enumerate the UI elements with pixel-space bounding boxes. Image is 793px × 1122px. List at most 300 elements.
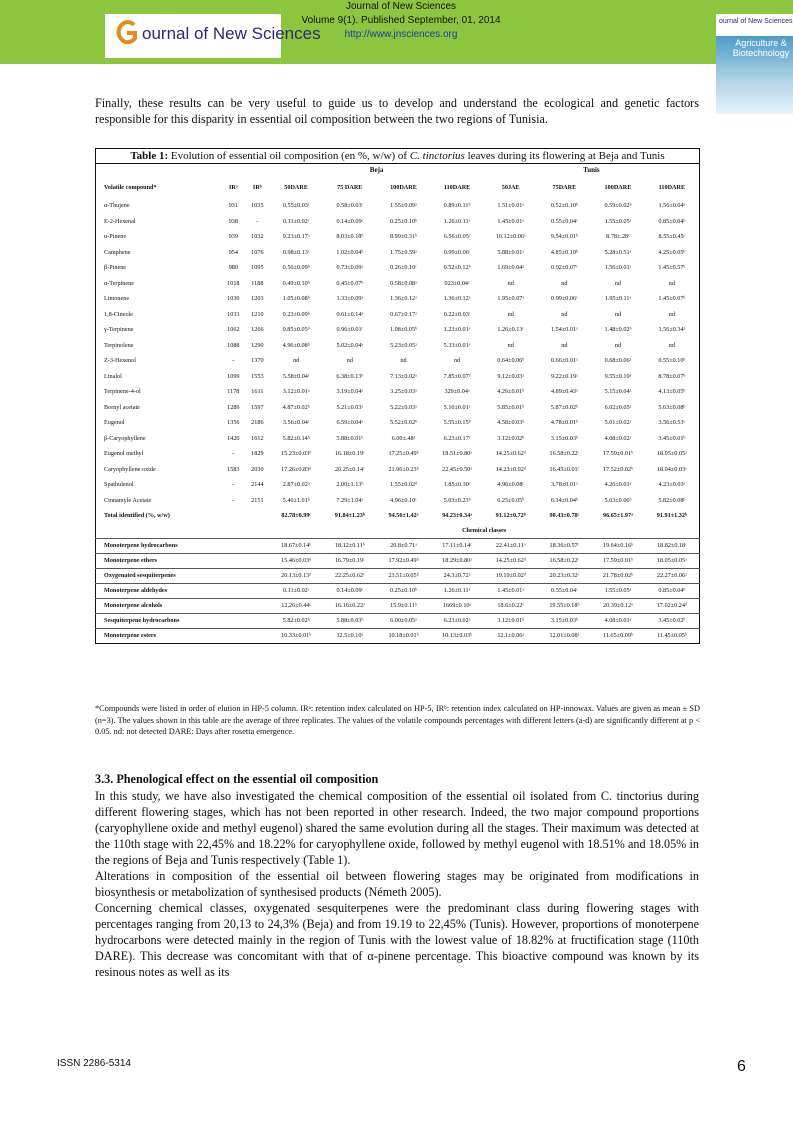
- compound-name: Terpinene-4-ol: [104, 388, 141, 396]
- table-cell: 22.45±0.50ᵃ: [442, 465, 472, 473]
- table-cell: 14.25±0.62ᵈ: [495, 450, 526, 458]
- table-cell: 5.01±0.02ᵃ: [604, 419, 632, 427]
- table-cell: -: [232, 450, 235, 458]
- table-cell: 17.11±0.14ᶜ: [430, 538, 484, 553]
- table-row: [96, 322, 700, 338]
- compound-name: γ-Terpinene: [104, 326, 134, 334]
- table-cell: 6.56±0.05ᶜ: [443, 233, 471, 241]
- table-row: [96, 431, 700, 447]
- table-cell: 0.89±0.11ᵇ: [443, 202, 471, 210]
- table-row: [96, 338, 700, 354]
- table-cell: nd: [668, 279, 675, 287]
- table-cell: 2.00±1.13ᵇ: [336, 481, 364, 489]
- table-cell: 3.15±0.03ᵇ: [550, 434, 578, 442]
- compound-name: α-Terpinene: [104, 279, 134, 287]
- table-cell: 9.12±0.03ᵃ: [497, 372, 525, 380]
- table-cell: 18.12±0.11ᵇ: [323, 538, 377, 553]
- table-cell: 5.15±0.04ᵃ: [604, 388, 632, 396]
- table-row: [96, 462, 700, 478]
- table-cell: 82.78±0.99ᶜ: [281, 512, 312, 520]
- table-cell: 1420: [227, 434, 240, 442]
- table-cell: 3.15±0.03ᵇ: [538, 613, 592, 628]
- journal-logo-icon: [116, 20, 138, 46]
- table-cell: 5.58±0.04ᶜ: [282, 372, 310, 380]
- table-cell: 3.25±0.03ᵃ: [390, 388, 417, 396]
- table-cell: 19.19±0.02ᵈ: [484, 568, 538, 583]
- table-cell: 7.13±0.02ᵃ: [390, 372, 417, 380]
- compound-name: β-Caryophyllene: [104, 434, 146, 442]
- table-cell: 5.52±0.02ᵇ: [389, 419, 417, 427]
- table-cell: 12.1±0.06ᵃ: [484, 628, 538, 643]
- table-cell: 6.00±0.05ᵃ: [377, 613, 431, 628]
- table-cell: 22.25±0.62ᶜ: [323, 568, 377, 583]
- table-cell: 1583: [227, 465, 240, 473]
- table-cell: 6.02±0.05ᵃ: [604, 403, 632, 411]
- section-heading: 3.3. Phenological effect on the essential oil composition: [95, 772, 379, 786]
- table-cell: 0.68±0.06ᵃ: [604, 357, 632, 365]
- table-cell: 20.39±0.12ᵃ: [591, 598, 645, 613]
- table-cell: 0.64±0.06ᵇ: [497, 357, 525, 365]
- table-cell: 5.55±0.15ᵇ: [443, 419, 471, 427]
- table-cell: 4.58±0.03ᵇ: [497, 419, 525, 427]
- table-cell: 18.6±0.22ᶜ: [484, 598, 538, 613]
- table-cell: 0.14±0.09ᶜ: [323, 583, 377, 598]
- table-cell: 0.14±0.09ᶜ: [336, 217, 364, 225]
- table-cell: 4.85±0.10ᵇ: [550, 248, 578, 256]
- table-cell: 939: [228, 233, 238, 241]
- journal-volume: Volume 9(1). Published September, 01, 2014: [301, 15, 501, 26]
- page-number: 6: [737, 1058, 746, 1075]
- table-cell: 1611: [251, 388, 264, 396]
- table-cell: 0.55±0.03ᶜ: [282, 202, 310, 210]
- table-cell: 17.26±0.83ᵈ: [281, 465, 312, 473]
- table-row: [96, 508, 700, 524]
- table-cell: 1597: [251, 403, 264, 411]
- table-cell: 0.52±0.12ᵇ: [443, 264, 471, 272]
- table-cell: 6.38±0.13ᵇ: [336, 372, 364, 380]
- table-cell: 1.45±0.01ᵃ: [497, 217, 525, 225]
- table-cell: 2.87±0.02ᵃ: [282, 481, 310, 489]
- table-cell: 18.05±0.05ᵃ: [645, 553, 700, 568]
- table-row: [96, 384, 700, 400]
- region-tunis: Tunis: [583, 166, 600, 174]
- table-cell: 1.55±0.09ᵃ: [390, 202, 417, 210]
- table-footnote: *Compounds were listed in order of elution in HP-5 column. IRᵃ: retention index calculated on HP-5, IRᵇ: retention index calculated on HP-innowax. Values are given as mean ± SD (n=3). The values shown in this table are the average of three replicates. The values of the volatile compounds percentages with different letters (a-d) are significantly different at p < 0.05. nd: not detected DARE: Days after rosetta emergence.: [95, 704, 700, 736]
- table-cell: 1829: [251, 450, 264, 458]
- intro-paragraph: Finally, these results can be very useful to guide us to develop and understand the ecological and genetic factors responsible for this disparity in essential oil composition between the two regions of Tunisia.: [95, 96, 699, 126]
- table-cell: 21.78±0.02ᵇ: [591, 568, 645, 583]
- journal-header: [0, 0, 793, 64]
- table-cell: 6.25±0.05ᵇ: [497, 496, 525, 504]
- compound-name: β-Pinene: [104, 264, 127, 272]
- table-cell: 2030: [251, 465, 264, 473]
- table-cell: 0.67±0.17ᵃ: [390, 310, 417, 318]
- table-cell: 6.59±0.04ᵃ: [336, 419, 364, 427]
- table-cell: nd: [668, 310, 675, 318]
- table-cell: 3.12±0.01ᵃ: [282, 388, 310, 396]
- column-header: Volatile compound*: [104, 183, 157, 191]
- class-row: [96, 538, 700, 553]
- table-cell: 4.26±0.01ᵇ: [497, 388, 525, 396]
- table-cell: nd: [561, 310, 568, 318]
- table-cell: nd: [561, 341, 568, 349]
- section-body: [95, 788, 699, 980]
- table-cell: 5.85±0.01ᵇ: [497, 403, 525, 411]
- table-cell: 4.96±0.08ᶜ: [497, 481, 525, 489]
- table-cell: 0.96±0.01ᶜ: [336, 326, 364, 334]
- table-cell: 4.87±0.02ᵇ: [282, 403, 310, 411]
- table-cell: 6.14±0.04ᵇ: [550, 496, 578, 504]
- table-cell: 4.96±0.08ᵇ: [282, 341, 310, 349]
- table-cell: 1553: [251, 372, 264, 380]
- table-cell: 18.51±0.80ᵃ: [442, 450, 472, 458]
- table-cell: 1.02±0.04ᵇ: [336, 248, 364, 256]
- table-cell: 3.56±0.04ᶜ: [282, 419, 310, 427]
- table-cell: 91.84±1.23ᵇ: [334, 512, 365, 520]
- table-cell: 1.26±0.11ᵃ: [430, 583, 484, 598]
- table-cell: 5.46±1.01ᵇ: [282, 496, 310, 504]
- table-cell: 1.69±0.04ᵃ: [497, 264, 525, 272]
- table-cell: 16.18±0.19ᶜ: [334, 450, 365, 458]
- compound-name: Total identified (%, w/w): [104, 512, 170, 520]
- table-cell: 1266: [251, 326, 264, 334]
- compound-name: Camphene: [104, 248, 131, 256]
- table-cell: 12.01±0.08ᵃ: [538, 628, 592, 643]
- table-cell: 5.21±0.03ᵃ: [336, 403, 364, 411]
- table-cell: 3.78±0.01ᵃ: [550, 481, 578, 489]
- compound-name: Terpinolene: [104, 341, 134, 349]
- compound-name: Caryophyllene oxide: [104, 465, 156, 473]
- column-header: 100DARE: [390, 183, 417, 191]
- table-cell: 18.29±0.80ᵃ: [430, 553, 484, 568]
- table-cell: 0.92±0.07ᶜ: [551, 264, 578, 272]
- table-cell: 2144: [251, 481, 264, 489]
- table-cell: 1.36±0.12ᵃ: [390, 295, 417, 303]
- table-cell: 1035: [251, 202, 264, 210]
- table-cell: 0.55±0.04ᶜ: [551, 217, 578, 225]
- table-cell: 1210: [251, 310, 264, 318]
- table-cell: 3.45±0.01ᵇ: [658, 434, 686, 442]
- table-cell: 1.33±0.09ᵃ: [336, 295, 364, 303]
- table-cell: 5.02±0.04ᵃ: [336, 341, 364, 349]
- table-cell: 4.89±0.43ᵃ: [550, 388, 578, 396]
- table-cell: 1.26±0.13ᶜ: [497, 326, 525, 334]
- table-cell: 1.54±0.01ᵃ: [550, 326, 578, 334]
- table-cell: 5.63±0.08ᵇ: [658, 403, 686, 411]
- compound-name: Eugenol methyl: [104, 450, 144, 458]
- table-cell: 4.08±0.02ᵃ: [604, 434, 632, 442]
- table-cell: 11.65±0.09ᵇ: [591, 628, 645, 643]
- table-cell: 0.58±0.08ᵃ: [390, 279, 417, 287]
- table-cell: 1612: [251, 434, 264, 442]
- table-cell: 8.78±.28ᶜ: [606, 233, 630, 241]
- table-cell: nd: [614, 279, 622, 287]
- table-cell: 6.23±0.02ᵃ: [430, 613, 484, 628]
- class-row: [96, 613, 700, 628]
- table-cell: 1030: [227, 295, 240, 303]
- table-cell: 5.63±0.06ᵇ: [604, 496, 632, 504]
- table-cell: 18.36±0.57ᶜ: [538, 538, 592, 553]
- table-cell: 0.52±0.10ᵇ: [550, 202, 578, 210]
- table-cell: nd: [346, 357, 353, 365]
- compound-name: E-2-Hexenal: [104, 217, 136, 225]
- table-cell: 5.88±0.01ᵇ: [336, 434, 364, 442]
- compound-name: α-Pinene: [104, 233, 127, 241]
- table-row: [96, 493, 700, 509]
- compound-name: Spathulenol: [104, 481, 134, 489]
- table-row: [96, 369, 700, 385]
- table-cell: 3.12±0.01ᵇ: [484, 613, 538, 628]
- table-cell: 0.55±0.10ᵇ: [658, 357, 686, 365]
- table-cell: 4.26±0.01ᵃ: [604, 481, 632, 489]
- column-header: 110DARE: [658, 183, 686, 191]
- table-cell: 17.25±0.49ᵇ: [388, 450, 419, 458]
- table-cell: 18.82±0.18ᶜ: [645, 538, 700, 553]
- table-cell: 938: [228, 217, 238, 225]
- table-cell: 3.19±0.04ᵃ: [336, 388, 364, 396]
- table-cell: -: [232, 357, 235, 365]
- table-cell: nd: [668, 341, 675, 349]
- compound-name: Z-3-Hexenol: [104, 357, 136, 365]
- table-cell: 24.3±0.72ᵃ: [430, 568, 484, 583]
- table-cell: 19.64±0.16ᵇ: [591, 538, 645, 553]
- table-cell: 1178: [227, 388, 240, 396]
- table-cell: 1018: [227, 279, 240, 287]
- table-cell: 22.27±0.06ᵃ: [645, 568, 700, 583]
- table-row: [96, 477, 700, 493]
- table-cell: 1033: [227, 310, 240, 318]
- table-cell: 17.02±0.24ᵈ: [645, 598, 700, 613]
- class-name: Monoterpene ethers: [96, 553, 270, 568]
- header-info: [286, 0, 516, 42]
- table-cell: 18.05±0.05ᵃ: [656, 450, 687, 458]
- table-cell: 16.16±0.22ᵃ: [323, 598, 377, 613]
- table-cell: 1289: [227, 403, 240, 411]
- table-cell: 023±0.04ᶜ: [444, 279, 470, 287]
- table-cell: 5.28±0.51ᵃ: [604, 248, 632, 256]
- table-cell: 94.56±1.42ᵃ: [388, 512, 419, 520]
- class-name: Monoterpene esters: [96, 628, 270, 643]
- table-cell: 15.23±0.03ᵈ: [281, 450, 312, 458]
- table-cell: 1062: [227, 326, 240, 334]
- table-cell: 14.23±0.02ᵈ: [495, 465, 526, 473]
- column-header: 50JAE: [501, 183, 520, 191]
- table-cell: 91.91±1.32ᵇ: [656, 512, 687, 520]
- table-cell: 10.13±0.03ᵇ: [430, 628, 484, 643]
- table-cell: 1088: [227, 341, 240, 349]
- table-cell: 1.85±0.30ᶜ: [443, 481, 471, 489]
- table-cell: 0.49±0.10ᵇ: [282, 279, 310, 287]
- table-cell: 18.04±0.03ᵃ: [656, 465, 687, 473]
- table-cell: 4.78±0.01ᵇ: [550, 419, 578, 427]
- paragraph: In this study, we have also investigated the chemical composition of the essential oil isolated from C. tinctorius during different flowering stages, which has not been reported in other research. Indeed, the two major compound proportions (caryophyllene oxide and methyl eugenol) shared the same evolution during all the stages. Their maximum was detected at the 110th stage with 22,45% and 18.22% for caryophyllene oxide, followed by methyl eugenol with 18.51% and 18.05% in the regions of Beja and Tunis respectively (Table 1).: [95, 789, 699, 867]
- table-cell: 20.23±0.32ᶜ: [538, 568, 592, 583]
- table-cell: 0.99±0.06ᶜ: [551, 295, 578, 303]
- table-1: [95, 148, 700, 644]
- table-row: [96, 198, 700, 214]
- table-cell: 1356: [227, 419, 240, 427]
- column-header: IRᵃ: [228, 183, 238, 191]
- table-cell: 5.22±0.03ᵃ: [390, 403, 417, 411]
- journal-url[interactable]: http://www.jnsciences.org: [344, 29, 458, 40]
- table-row: [96, 400, 700, 416]
- table-row: [96, 260, 700, 276]
- table-cell: 18.67±0.14ᵇ: [269, 538, 323, 553]
- table-cell: nd: [614, 310, 622, 318]
- table-cell: 1.23±0.01ᵃ: [443, 326, 471, 334]
- table-cell: 0.85±0.04ᵇ: [658, 217, 686, 225]
- table-cell: 3.56±0.53ᶜ: [658, 419, 686, 427]
- table-cell: 1.36±0.12ᵃ: [443, 295, 471, 303]
- class-name: Oxygenated sesquiterpenes: [96, 568, 270, 583]
- table-cell: 20.25±0.14ᶜ: [334, 465, 365, 473]
- table-cell: 0.99±0.06ᶜ: [443, 248, 471, 256]
- table-cell: 91.12±0.72ᵇ: [495, 512, 526, 520]
- column-header: 100DARE: [604, 183, 632, 191]
- table-cell: 1.75±0.59ᵃ: [390, 248, 417, 256]
- table-cell: 9.55±0.10ᵃ: [604, 372, 632, 380]
- table-cell: 1032: [251, 233, 264, 241]
- table-cell: nd: [507, 341, 514, 349]
- table-cell: nd: [561, 279, 568, 287]
- compound-name: Linalol: [104, 372, 122, 380]
- table-cell: 1.56±0.34ᵃ: [658, 326, 686, 334]
- class-row: [96, 568, 700, 583]
- table-cell: 1.45±0.07ᵇ: [658, 295, 686, 303]
- table-row: [96, 214, 700, 230]
- table-cell: 20.8±0.71ᵃ: [377, 538, 431, 553]
- table-cell: nd: [507, 310, 514, 318]
- table-cell: 0.26±0.10ᶜ: [390, 264, 417, 272]
- table-cell: 1.45±0.01ᵃ: [484, 583, 538, 598]
- table-cell: 8.55±0.45ᶜ: [658, 233, 686, 241]
- class-row: [96, 553, 700, 568]
- paragraph: Alterations in composition of the essential oil between flowering stages may be originated from modifications in biosynthesis or metabolization of synthesised products (Németh 2005).: [95, 869, 699, 899]
- table-row: [96, 415, 700, 431]
- table-cell: 7.29±1.04ᵃ: [336, 496, 364, 504]
- table-row: [96, 307, 700, 323]
- table-cell: 1.26±0.11ᵃ: [443, 217, 471, 225]
- class-name: Sesquiterpene hydrocarbons: [96, 613, 270, 628]
- table-cell: 8.03±0.18ᵇ: [336, 233, 364, 241]
- table-cell: 1.05±0.08ᵇ: [282, 295, 310, 303]
- table-cell: 931: [228, 202, 238, 210]
- issn: ISSN 2286-5314: [57, 1058, 131, 1069]
- table-cell: 1.95±0.07ᵃ: [497, 295, 525, 303]
- table-cell: 10.33±0.01ᵇ: [269, 628, 323, 643]
- table-cell: 14.25±0.62ᵈ: [484, 553, 538, 568]
- paragraph: Concerning chemical classes, oxygenated sesquiterpenes were the predominant class during flowering stages with percentages ranging from 20,13 to 24,3% (Beja) and from 19.19 to 22,45% (Tunis). However, proportions of monoterpene hydrocarbons were detected mainly in the region of Tunis with the lowest value of 18.82% at fructification stage (110th DARE). This decrease was concomitant with that of α-pinene percentage. This bioactive compound was known by its resinous notes as well as its: [95, 901, 699, 979]
- section-badge: [716, 14, 793, 114]
- table-cell: 10.18±0.01ᵇ: [377, 628, 431, 643]
- table-cell: 12.5±0.10ᵃ: [323, 628, 377, 643]
- table-cell: 3.45±0.02ᵇ: [645, 613, 700, 628]
- table-caption: Table 1: Evolution of essential oil composition (en %, w/w) of C. tinctorius leaves during its flowering at Beja and Tunis: [96, 149, 700, 164]
- compound-name: Bornyl acetate: [104, 403, 140, 411]
- table-cell: 17.59±0.01ᵇ: [591, 553, 645, 568]
- table-cell: 8.99±0.31ᵇ: [389, 233, 417, 241]
- table-cell: 5.88±0.01ᵃ: [497, 248, 525, 256]
- table-cell: 1076: [251, 248, 264, 256]
- table-cell: 1095: [251, 264, 264, 272]
- class-row: [96, 583, 700, 598]
- column-header: 75DARE: [552, 183, 577, 191]
- table-cell: 0.56±0.09ᵇ: [282, 264, 310, 272]
- table-cell: 1290: [251, 341, 264, 349]
- table-row: [96, 446, 700, 462]
- table-cell: 96.65±1.97ᵃ: [602, 512, 633, 520]
- table-cell: 94.23±0.34ᵃ: [442, 512, 473, 520]
- table-cell: [221, 508, 245, 524]
- table-row: [96, 291, 700, 307]
- table-cell: 1669±0.10ᵃ: [430, 598, 484, 613]
- table-cell: 1.55±0.02ᵈ: [389, 481, 417, 489]
- table-cell: -: [232, 496, 235, 504]
- compound-name: α-Thujene: [104, 202, 130, 210]
- table-cell: -: [232, 481, 235, 489]
- table-cell: 12.26±0.44ᶜ: [269, 598, 323, 613]
- class-row: [96, 598, 700, 613]
- column-header: 75 DARE: [337, 183, 363, 191]
- column-header: IRᵇ: [252, 183, 262, 191]
- table-cell: 1.56±0.01ᵃ: [604, 264, 632, 272]
- table-cell: 16.58±0.22ᶜ: [538, 553, 592, 568]
- table-cell: 980: [228, 264, 238, 272]
- table-cell: 0.59±0.02ᵇ: [604, 202, 632, 210]
- table-cell: 20.13±0.13ᵈ: [269, 568, 323, 583]
- table-row: [96, 353, 700, 369]
- table-cell: 0.25±0.10ᵇ: [389, 217, 417, 225]
- table-cell: nd: [293, 357, 300, 365]
- table-cell: 5.88±0.03ᵇ: [323, 613, 377, 628]
- table-cell: 1203: [251, 295, 264, 303]
- compound-name: Cinnamyle Acetate: [104, 496, 152, 504]
- table-cell: 3.12±0.02ᵇ: [497, 434, 525, 442]
- table-cell: 0.11±0.02ᶜ: [269, 583, 323, 598]
- table-cell: 22.41±0.11ᵃ: [484, 538, 538, 553]
- table-cell: 9.23±0.17ᵃ: [282, 233, 310, 241]
- table-cell: 8.78±0.07ᵇ: [658, 372, 686, 380]
- table-cell: 1188: [251, 279, 264, 287]
- table-cell: 4.23±0.03ᵃ: [658, 481, 686, 489]
- compound-name: Limonene: [104, 295, 130, 303]
- table-cell: 1.08±0.05ᵇ: [389, 326, 417, 334]
- table-cell: 5.23±0.05ᵃ: [390, 341, 417, 349]
- table-cell: 954: [228, 248, 238, 256]
- table-cell: 7.85±0.07ᵃ: [443, 372, 471, 380]
- class-name: Monoterpene hydrocarbons: [96, 538, 270, 553]
- table-cell: 4.13±0.05ᵇ: [658, 388, 686, 396]
- table-cell: 17.92±0.49ᵇ: [377, 553, 431, 568]
- column-header: 110DARE: [443, 183, 471, 191]
- journal-name: Journal of New Sciences: [345, 1, 457, 12]
- table-cell: 9.54±0.01ᵇ: [550, 233, 578, 241]
- table-cell: 11.45±0.05ᵇ: [645, 628, 700, 643]
- table-cell: 15.9±0.11ᵇ: [377, 598, 431, 613]
- table-cell: 19.55±0.18ᵇ: [538, 598, 592, 613]
- table-cell: 0.61±0.14ᵃ: [336, 310, 364, 318]
- table-cell: 0.73±0.09ᵃ: [336, 264, 364, 272]
- table-cell: 5.10±0.01ᵃ: [443, 403, 471, 411]
- table-cell: 4.25±0.05ᵇ: [658, 248, 686, 256]
- table-cell: 0.85±0.04ᵇ: [645, 583, 700, 598]
- table-cell: 1.56±0.04ᵃ: [658, 202, 686, 210]
- table-cell: 16.58±0.22ᶜ: [549, 450, 580, 458]
- table-cell: 6.23±0.17ᵃ: [443, 434, 471, 442]
- table-cell: 5.33±0.01ᵃ: [443, 341, 471, 349]
- section-title-badge: Agriculture & Biotechnology: [732, 38, 790, 58]
- table-cell: 0.66±0.01ᵃ: [550, 357, 578, 365]
